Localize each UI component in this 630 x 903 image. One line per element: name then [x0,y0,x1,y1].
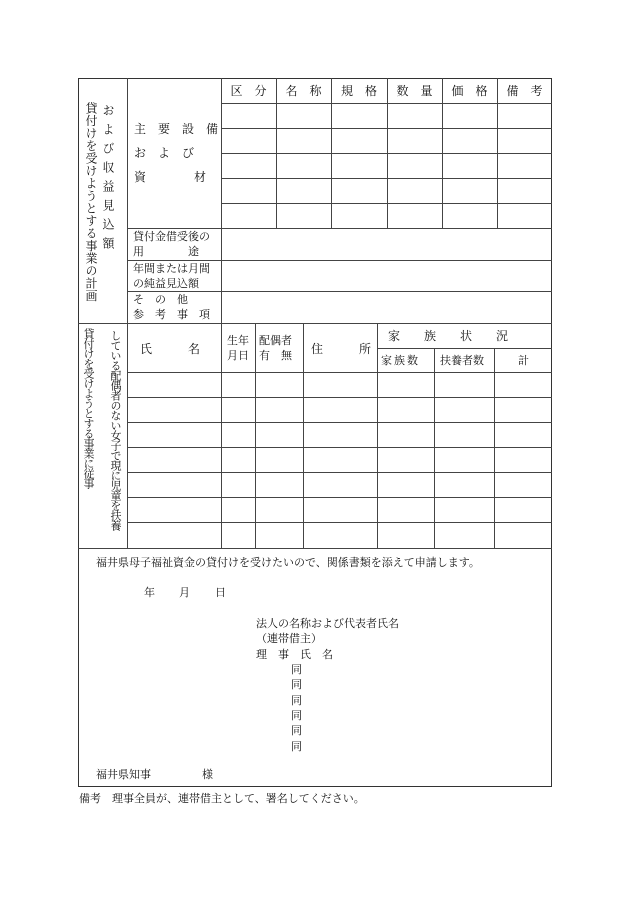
same-5: 同 [291,724,302,737]
line-s2-r6 [127,522,552,523]
guarantor-label: （連帯借主） [256,632,322,645]
same-3: 同 [291,694,302,707]
header-total: 計 [518,354,529,367]
addressee: 福井県知事 [96,768,151,781]
purpose-label-2: 用 途 [133,245,199,258]
corp-name-label: 法人の名称および代表者氏名 [256,617,399,630]
line-s2-r1 [127,397,552,398]
line-s2-c6 [494,348,495,548]
note: 備考 理事全員が、連帯借主として、署名してください。 [79,792,365,805]
line-s2-c3 [303,323,304,548]
income-label-2: の純益見込額 [133,277,199,290]
line-income-bottom [127,291,552,292]
date-day: 日 [215,586,226,599]
same-1: 同 [291,663,302,676]
line-purpose-bottom [127,260,552,261]
same-4: 同 [291,709,302,722]
header-birth-2: 月日 [227,349,249,362]
header-family-count: 家族数 [381,354,420,367]
line-s2-hdr [127,372,552,373]
header-address: 住 所 [311,342,372,356]
line-sec2-bottom [78,548,552,549]
header-meisho: 名 称 [285,84,322,98]
header-name: 氏 名 [140,342,201,356]
line-s2-c5 [434,348,435,548]
income-label-1: 年間または月間 [133,262,210,275]
header-spouse-2: 有 無 [259,349,292,362]
sec1-side-label-left: 貸付けを受けようとする事業の計画 [84,102,98,302]
header-suryo: 数 量 [396,84,433,98]
header-kikaku: 規 格 [340,84,377,98]
date-month: 月 [179,586,190,599]
declaration-statement: 福井県母子福祉資金の貸付けを受けたいので、関係書類を添えて申請します。 [96,556,480,569]
line-s2-r4 [127,472,552,473]
line-s1-c3 [387,78,388,228]
purpose-label-1: 貸付金借受後の [133,230,210,243]
line-s2-c1 [221,323,222,548]
director-label: 理 事 氏 名 [256,648,333,661]
other-label-1: そ の 他 [133,293,188,306]
header-kubun: 区 分 [230,84,267,98]
sec2-side-label-left: 貸付けを受けようとする事業に従事 [82,328,95,488]
line-sec1-bottom [78,323,552,324]
line-equip-bottom [127,228,552,229]
sec1-side-label-right: および収益見込額 [101,104,115,256]
line-s1-c1 [276,78,277,228]
line-s1-c0 [221,78,222,228]
line-s2-r2 [127,422,552,423]
equipment-label-3: 資 材 [134,170,207,184]
header-birth-1: 生年 [227,334,249,347]
sec2-side-label-right: している配偶者のない女子で現に児童を扶養 [109,330,122,530]
line-s1-c5 [497,78,498,228]
equipment-label-1: 主 要 設 備 [134,122,219,136]
header-family: 家 族 状 況 [388,329,509,343]
header-biko: 備 考 [506,84,543,98]
header-dependents: 扶養者数 [440,354,484,367]
equipment-label-2: お よ び [134,146,195,160]
date-year: 年 [144,586,155,599]
line-s1-label-col [221,228,222,323]
line-s2-r5 [127,497,552,498]
line-s1-c4 [442,78,443,228]
line-family-split [377,348,552,349]
line-s1-c2 [331,78,332,228]
honorific: 様 [202,768,213,781]
header-kakaku: 価 格 [451,84,488,98]
line-s2-c2 [255,323,256,548]
same-2: 同 [291,678,302,691]
line-s2-r3 [127,447,552,448]
line-s2-c4 [377,323,378,548]
other-label-2: 参 考 事 項 [133,308,210,321]
header-spouse-1: 配偶者 [259,334,292,347]
same-6: 同 [291,740,302,753]
line-side-label [127,78,128,548]
